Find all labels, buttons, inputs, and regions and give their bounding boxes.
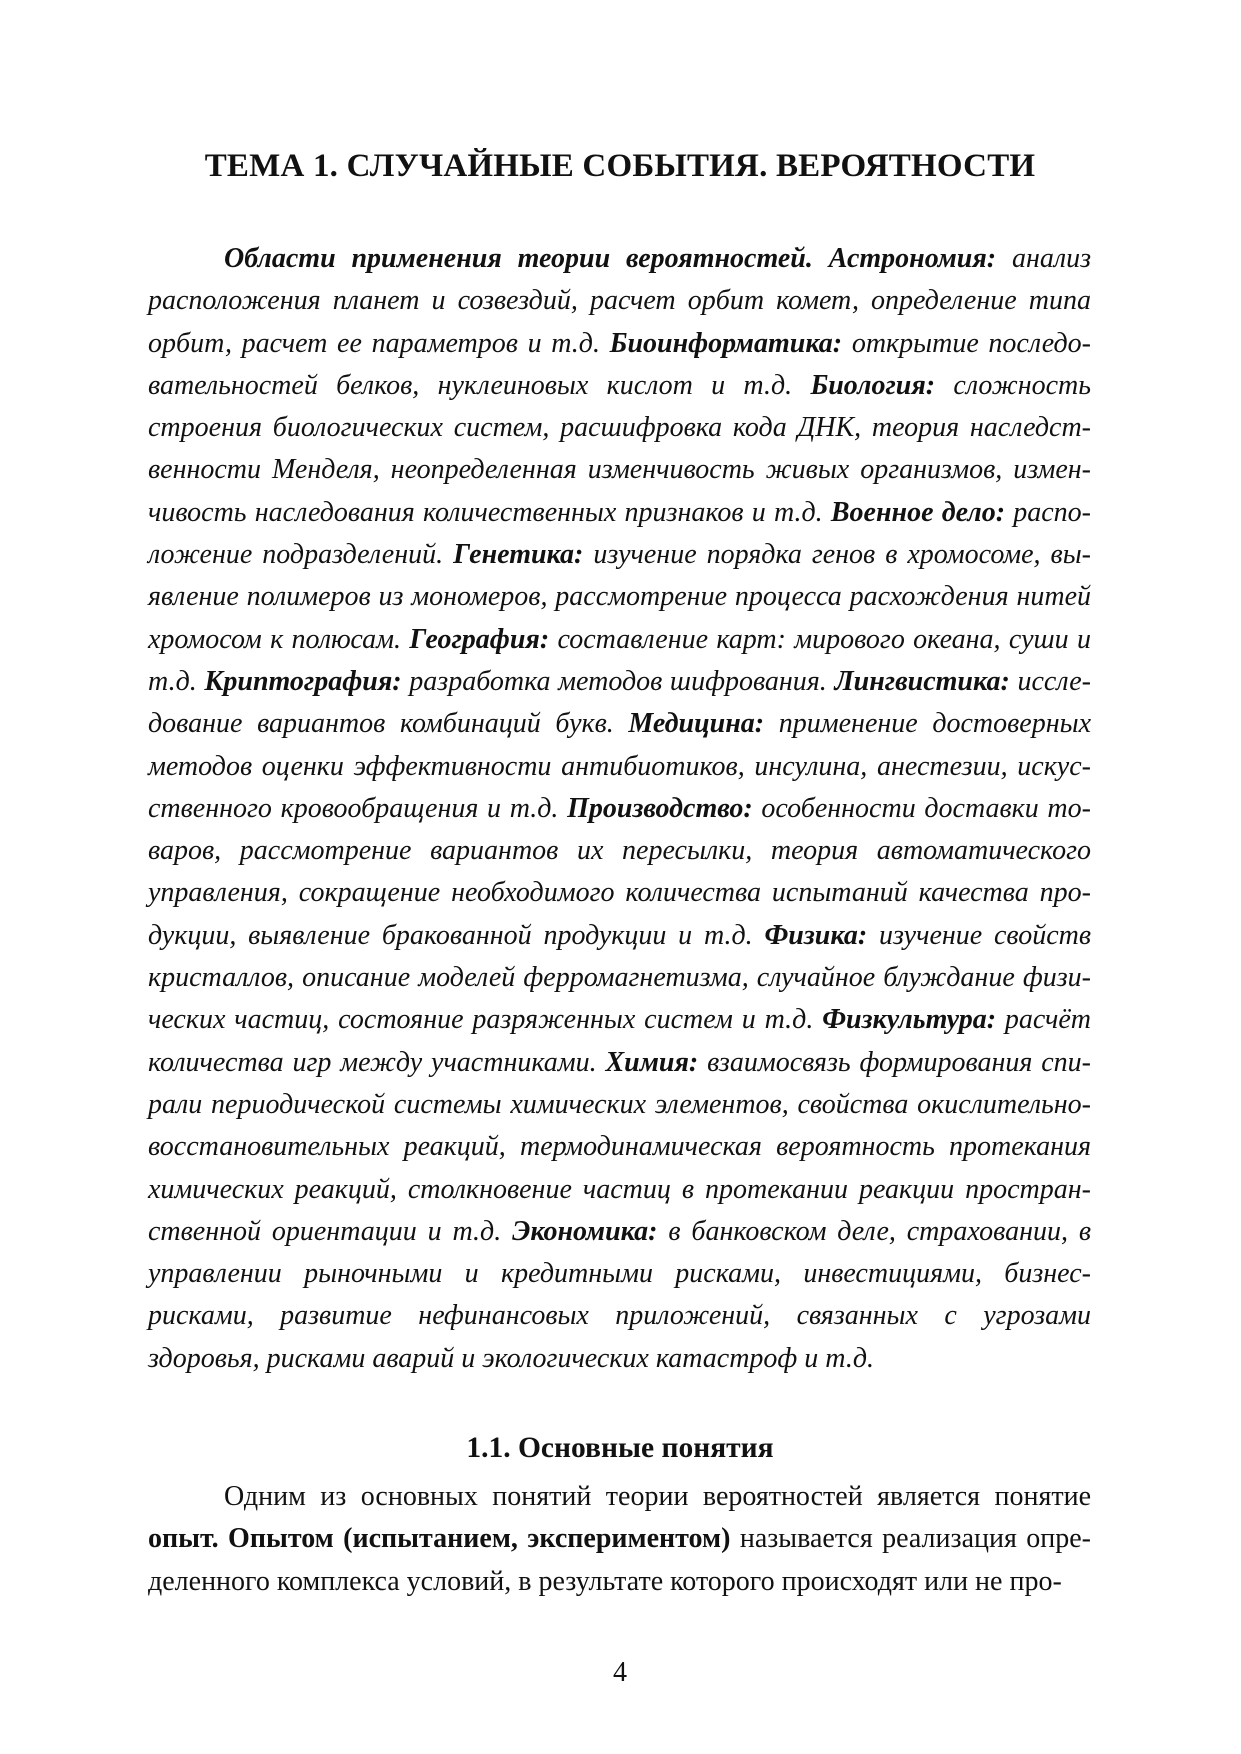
text-run: особенности доставки товаров, рассмотрение вариантов их пересылки, теория автоматического управления, сокращение необходимого количества испытаний качества продукции, выявление бракованной продукции и т.д. bbox=[148, 792, 1091, 951]
bold-term: Лингвистика: bbox=[834, 665, 1010, 697]
page-title: ТЕМА 1. СЛУЧАЙНЫЕ СОБЫТИЯ. ВЕРОЯТНОСТИ bbox=[204, 148, 1036, 184]
bold-term: Биология: bbox=[810, 369, 936, 401]
text-run: называется реализация определенного комплекса условий, в результате которого происходят или не про- bbox=[148, 1523, 1091, 1597]
bold-term: Медицина: bbox=[628, 708, 765, 740]
text-run: сложность строения биологических систем, расшифровка кода ДНК, теория наследственности Менделя, неопределенная изменчивость живых организмов, изменчивость наследования количественных признаков и т.д. bbox=[148, 369, 1092, 528]
bold-term: Экономика: bbox=[512, 1215, 658, 1247]
section-title: 1.1. Основные понятия bbox=[466, 1432, 774, 1464]
intro-paragraph bbox=[148, 238, 1091, 1380]
text-run: составление карт: мирового океана, суши и т.д. bbox=[148, 623, 1091, 697]
text-run: в банковском деле, страховании, в управлении рыночными и кредитными рисками, инвестициями, бизнес-рисками, развитие нефинансовых приложений, связанных с угрозами здоровья, рисками аварий и экологических катастроф и т.д. bbox=[148, 1215, 1091, 1374]
text-run: расчёт количества игр между участниками. bbox=[148, 1004, 1091, 1078]
text-run: изучение порядка генов в хромосоме, выявление полимеров из мономеров, рассмотрение процесса расхождения нитей хромосом к полюсам. bbox=[148, 539, 1091, 655]
bold-term: опыт. Опытом (испытанием, экспериментом) bbox=[148, 1523, 731, 1555]
page-number: 4 bbox=[613, 1657, 627, 1688]
text-run: изучение свойств кристаллов, описание моделей ферромагнетизма, случайное блуждание физических частиц, состояние разряженных систем и т.д. bbox=[148, 919, 1092, 1036]
bold-term: Военное дело: bbox=[830, 496, 1006, 528]
bold-term: Производство: bbox=[567, 792, 753, 824]
text-run: расположение подразделений. bbox=[148, 496, 1091, 571]
body-paragraph bbox=[148, 1476, 1091, 1603]
bold-term: Химия: bbox=[605, 1046, 699, 1078]
bold-term: Криптография: bbox=[204, 665, 402, 697]
text-run: анализ расположения планет и созвездий, расчет орбит комет, определение типа орбит, расчет ее параметров и т.д. bbox=[148, 243, 1092, 359]
bold-term: Физика: bbox=[764, 919, 868, 951]
text-run: исследование вариантов комбинаций букв. bbox=[148, 665, 1091, 740]
text-run: Одним из основных понятий теории вероятностей является понятие bbox=[224, 1481, 1091, 1512]
bold-term: Биоинформатика: bbox=[609, 327, 843, 359]
bold-term: Области применения теории вероятностей. Астрономия: bbox=[224, 243, 997, 274]
text-run: открытие последовательностей белков, нуклеиновых кислот и т.д. bbox=[148, 327, 1091, 401]
bold-term: География: bbox=[409, 623, 550, 655]
text-run: разработка методов шифрования. bbox=[401, 665, 835, 697]
bold-term: Генетика: bbox=[453, 539, 584, 571]
text-run: применение достоверных методов оценки эффективности антибиотиков, инсулина, анестезии, искусственного кровообращения и т.д. bbox=[148, 708, 1091, 824]
bold-term: Физкультура: bbox=[822, 1004, 997, 1036]
text-run: взаимосвязь формирования спирали периодической системы химических элементов, свойства окислительно-восстановительных реакций, термодинамическая вероятность протекания химических реакций, столкновение частиц в протекании реакции пространственной ориентации и т.д. bbox=[148, 1046, 1091, 1247]
